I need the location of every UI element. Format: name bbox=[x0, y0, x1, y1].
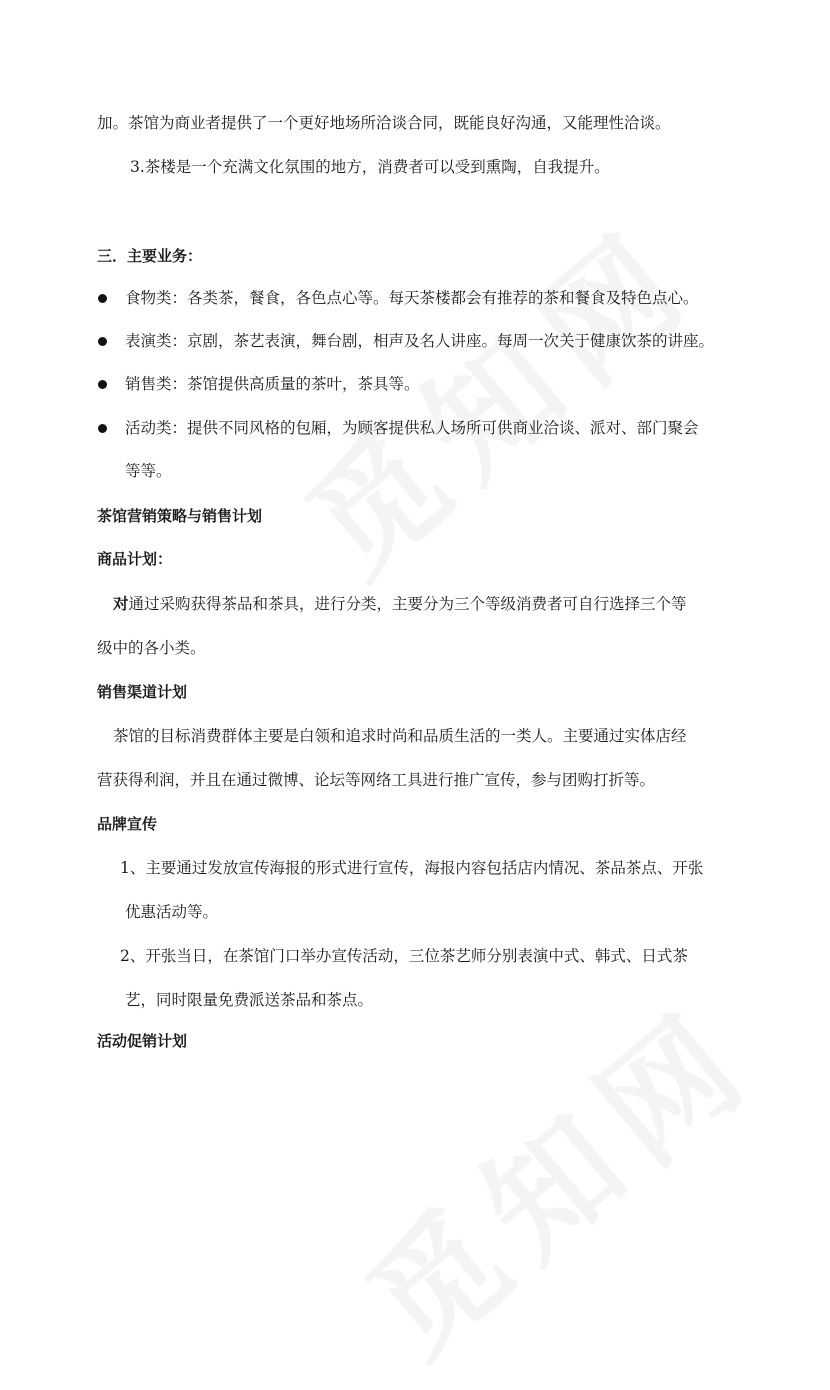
business-item-performance: 表演类：京剧，茶艺表演，舞台剧，相声及名人讲座。每周一次关于健康饮茶的讲座。 bbox=[125, 332, 715, 350]
intro-line-1: 加。茶馆为商业者提供了一个更好地场所洽谈合同，既能良好沟通，又能理性洽谈。 bbox=[97, 114, 671, 132]
bullet-icon bbox=[98, 380, 107, 389]
bullet-icon bbox=[98, 294, 107, 303]
business-item-events: 活动类：提供不同风格的包厢，为顾客提供私人场所可供商业洽谈、派对、部门聚会 bbox=[125, 419, 699, 437]
business-item-sales: 销售类：茶馆提供高质量的茶叶，茶具等。 bbox=[125, 375, 420, 393]
brand-heading: 品牌宣传 bbox=[97, 815, 158, 833]
sales-channel-heading: 销售渠道计划 bbox=[97, 683, 188, 701]
brand-item-1-line-1: 1、主要通过发放宣传海报的形式进行宣传，海报内容包括店内情况、茶品茶点、开张 bbox=[120, 859, 704, 877]
business-item-food: 食物类：各类茶，餐食，各色点心等。每天茶楼都会有推荐的茶和餐食及特色点心。 bbox=[125, 289, 699, 307]
bullet-icon bbox=[98, 337, 107, 346]
product-plan-heading: 商品计划： bbox=[97, 550, 173, 568]
product-plan-line-2: 级中的各小类。 bbox=[97, 639, 206, 657]
product-plan-line-1 bbox=[113, 593, 687, 615]
brand-item-2-line-2: 艺，同时限量免费派送茶品和茶点。 bbox=[125, 991, 374, 1009]
brand-item-1-line-2: 优惠活动等。 bbox=[125, 903, 219, 921]
intro-line-2: 3.茶楼是一个充满文化氛围的地方，消费者可以受到熏陶，自我提升。 bbox=[130, 158, 610, 176]
bullet-icon bbox=[98, 424, 107, 433]
sales-channel-line-1: 茶馆的目标消费群体主要是白领和追求时尚和品质生活的一类人。主要通过实体店经 bbox=[113, 727, 687, 745]
sales-channel-line-2: 营获得利润，并且在通过微博、论坛等网络工具进行推广宣传，参与团购打折等。 bbox=[97, 771, 656, 789]
business-item-events-cont: 等等。 bbox=[125, 462, 172, 480]
marketing-title: 茶馆营销策略与销售计划 bbox=[97, 507, 263, 525]
brand-item-2-line-1: 2、开张当日，在茶馆门口举办宣传活动，三位茶艺师分别表演中式、韩式、日式茶 bbox=[120, 947, 688, 965]
product-plan-line-1-rest: 通过采购获得茶品和茶具，进行分类，主要分为三个等级消费者可自行选择三个等 bbox=[128, 595, 687, 613]
product-plan-line-1-lead: 对 bbox=[113, 595, 129, 613]
promo-heading: 活动促销计划 bbox=[97, 1032, 188, 1050]
business-heading: 三．主要业务： bbox=[97, 247, 203, 265]
